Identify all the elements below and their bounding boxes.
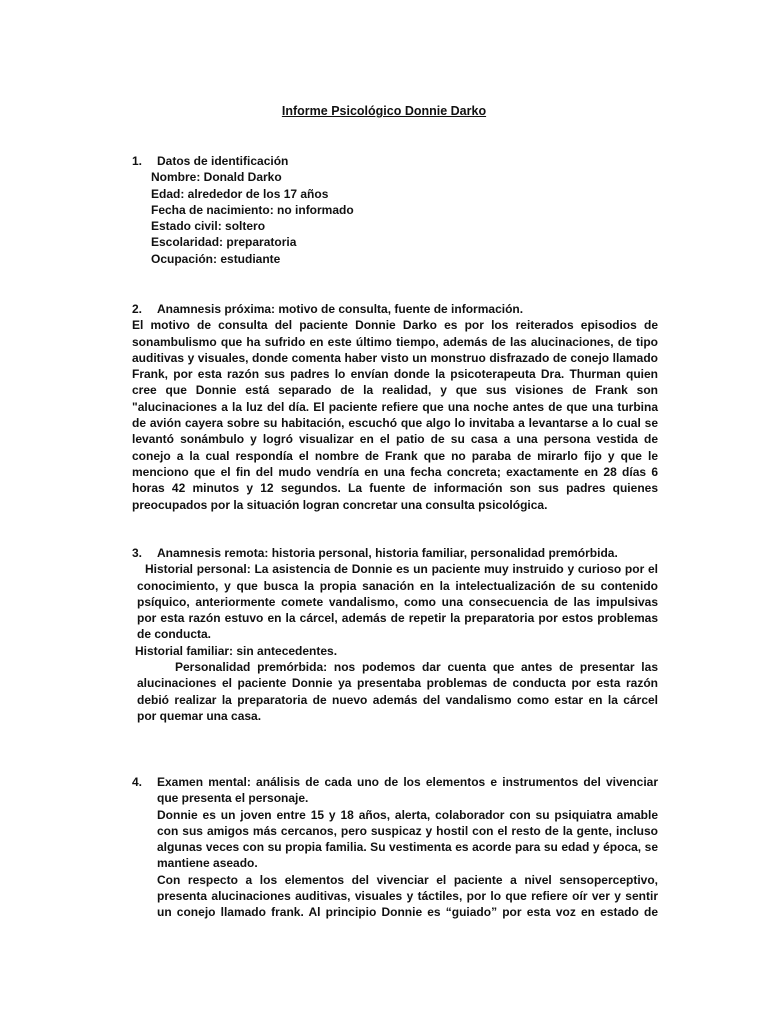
text-line: Personalidad premórbida: nos podemos dar cuenta que antes de presentar las — [175, 660, 658, 675]
text-line: mantiene aseado. — [157, 856, 258, 871]
section-2-heading — [132, 301, 658, 317]
examen-mental-paragraph-1 — [132, 807, 658, 872]
text-line: psíquico, anteriormente comete vandalismo, como una consecuencia de las impulsivas — [137, 594, 658, 609]
section-examen-mental — [132, 774, 658, 921]
list-item: Estado civil: soltero — [151, 219, 266, 234]
text-line: conocimiento, y que busca la propia sanación en la intelectualización de su contenido — [137, 578, 658, 593]
text-line: alucinaciones el paciente Donnie ya presentaba problemas de conducta por esta razón — [137, 676, 658, 691]
text-line: preocupados por la situación logran concretar una consulta psicológica. — [132, 497, 548, 512]
text-line: por quemar una casa. — [137, 708, 262, 723]
section-2-number: 2. — [132, 302, 143, 316]
section-2-title: Anamnesis próxima: motivo de consulta, fuente de información. — [157, 302, 524, 316]
text-line: de avión cayera sobre su habitación, escuchó que algo lo invitaba a levantarse a lo cual se — [132, 416, 658, 431]
text-line: "alucinaciones a la luz del día. El paciente refiere que una noche antes de que una turbina — [132, 399, 658, 414]
text-line: cree que Donnie está separado de la realidad, y que sus visiones de Frank son — [132, 383, 658, 398]
text-line: por esta razón estuvo en la cárcel, además de repetir la preparatoria por estos problemas — [137, 611, 658, 626]
text-line: El motivo de consulta del paciente Donnie Darko es por los reiterados episodios de — [132, 318, 658, 333]
list-item: Nombre: Donald Darko — [151, 170, 282, 185]
text-line: debió realizar la preparatoria de nuevo además del vandalismo como estar en la cárcel — [137, 692, 658, 707]
text-line: de conducta. — [137, 627, 212, 642]
section-3-number: 3. — [132, 546, 143, 560]
text-line: Con respecto a los elementos del vivenciar el paciente a nivel sensoperceptivo, — [157, 872, 658, 887]
text-line: algunas veces con su propia familia. Su vestimenta es acorde para su edad y época, se — [157, 840, 658, 855]
document-title: Informe Psicológico Donnie Darko — [281, 104, 487, 118]
examen-mental-paragraph-2 — [132, 872, 658, 921]
section-1-heading — [132, 153, 632, 169]
section-anamnesis-remota — [132, 545, 658, 724]
section-1-number: 1. — [132, 154, 143, 168]
personalidad-premorbida-paragraph — [132, 659, 658, 724]
section-1-title: Datos de identificación — [157, 154, 289, 168]
text-line: sonambulismo que ha sufrido en este último tiempo, además de las alucinaciones, de tipo — [132, 334, 658, 349]
text-line: conejo a la cual respondía el nombre de Frank que no paraba de mirarlo fijo y que le — [132, 448, 658, 463]
text-line: Frank, por esta razón sus padres lo envían donde la psicoterapeuta Dra. Thurman quien — [132, 367, 658, 382]
anamnesis-proxima-paragraph — [132, 317, 658, 513]
text-line: auditivas y visuales, donde comenta haber visto un monstruo disfrazado de conejo llamado — [132, 350, 658, 365]
section-4-title — [157, 774, 658, 807]
section-identificacion — [132, 153, 632, 267]
text-line: menciono que el fin del mudo vendría en una fecha concreta; exactamente en 28 días 6 — [132, 464, 658, 479]
text-line: horas 42 minutos y 12 segundos. La fuente de información son sus padres quienes — [132, 481, 658, 496]
identificacion-list — [132, 169, 632, 267]
section-3-title: Anamnesis remota: historia personal, historia familiar, personalidad premórbida. — [157, 546, 618, 560]
text-line: Historial personal: La asistencia de Donnie es un paciente muy instruido y curioso por el — [145, 562, 658, 577]
list-item: Fecha de nacimiento: no informado — [151, 202, 354, 217]
list-item: Ocupación: estudiante — [151, 251, 281, 266]
text-line: Examen mental: análisis de cada uno de los elementos e instrumentos del vivenciar — [157, 775, 658, 789]
text-line: Historial familiar: sin antecedentes. — [135, 643, 338, 658]
section-4-heading — [132, 774, 658, 807]
text-line: con sus amigos más cercanos, pero suspicaz y hostil con el resto de la gente, incluso — [157, 823, 658, 838]
section-3-heading — [132, 545, 658, 561]
text-line: presenta alucinaciones auditivas, visuales y táctiles, por lo que refiere oír ver y sentir — [157, 889, 658, 904]
section-anamnesis-proxima — [132, 301, 658, 513]
historial-familiar — [132, 643, 658, 659]
section-4-number: 4. — [132, 775, 143, 789]
list-item: Edad: alrededor de los 17 años — [151, 186, 329, 201]
text-line: un conejo llamado frank. Al principio Donnie es “guiado” por esta voz en estado de — [157, 905, 658, 920]
historial-personal-paragraph — [132, 561, 658, 642]
list-item: Escolaridad: preparatoria — [151, 235, 297, 250]
text-line: que presenta el personaje. — [157, 791, 309, 806]
text-line: Donnie es un joven entre 15 y 18 años, alerta, colaborador con su psiquiatra amable — [157, 807, 658, 822]
text-line: levantó sonámbulo y logró visualizar en el patio de su casa a una persona vestida de — [132, 432, 658, 447]
